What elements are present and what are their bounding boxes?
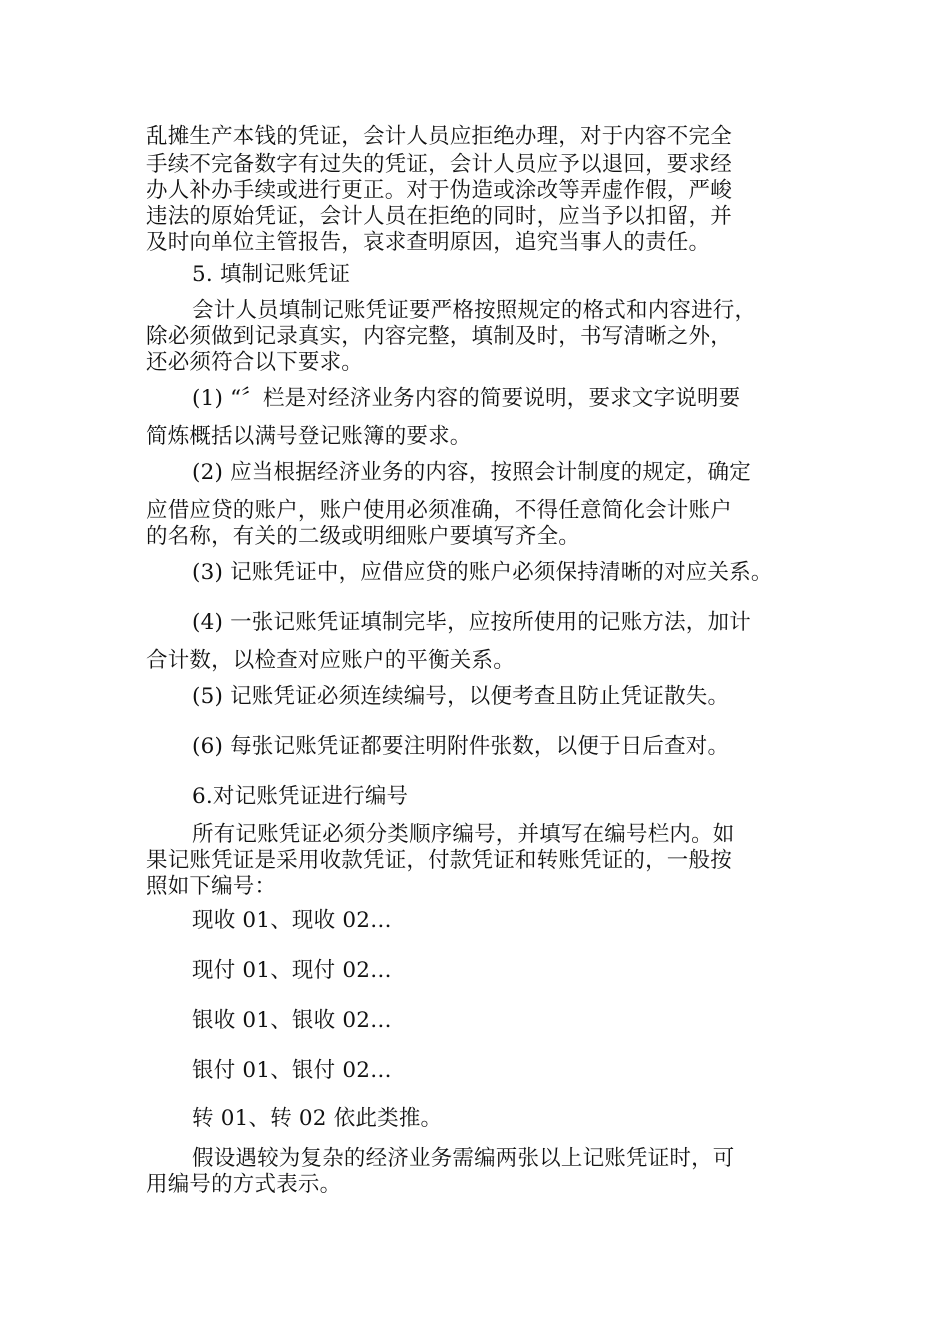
paragraph-line: 果记账凭证是采用收款凭证，付款凭证和转账凭证的，一般按	[146, 848, 732, 873]
paragraph-line: 假设遇较为复杂的经济业务需编两张以上记账凭证时，可	[192, 1146, 735, 1171]
list-item-line: (4) 一张记账凭证填制完毕，应按所使用的记账方法，加计	[192, 610, 751, 635]
numbering-example: 银收 01、银收 02…	[192, 1008, 392, 1033]
list-item-line: (6) 每张记账凭证都要注明附件张数，以便于日后查对。	[192, 734, 730, 759]
paragraph-line: 办人补办手续或进行更正。对于伪造或涂改等弄虚作假，严峻	[146, 178, 732, 203]
paragraph-line: 会计人员填制记账凭证要严格按照规定的格式和内容进行，	[192, 298, 757, 323]
list-item-line: 合计数，以检查对应账户的平衡关系。	[146, 648, 515, 673]
paragraph-line: 手续不完备数字有过失的凭证，会计人员应予以退回，要求经	[146, 152, 732, 177]
list-item-line: (1) “〞栏是对经济业务内容的简要说明，要求文字说明要	[192, 386, 741, 411]
paragraph-line: 及时向单位主管报告，哀求查明原因，追究当事人的责任。	[146, 230, 711, 255]
paragraph-line: 照如下编号：	[146, 874, 277, 899]
list-item-line: (2) 应当根据经济业务的内容，按照会计制度的规定，确定	[192, 460, 751, 485]
numbering-example: 银付 01、银付 02…	[192, 1058, 392, 1083]
list-item-line: 的名称，有关的二级或明细账户要填写齐全。	[146, 524, 581, 549]
list-item-line: (3) 记账凭证中，应借应贷的账户必须保持清晰的对应关系。	[192, 560, 773, 585]
numbering-example: 转 01、转 02 依此类推。	[192, 1106, 443, 1131]
paragraph-line: 所有记账凭证必须分类顺序编号，并填写在编号栏内。如	[192, 822, 735, 847]
list-item-line: (5) 记账凭证必须连续编号，以便考查且防止凭证散失。	[192, 684, 730, 709]
list-item-line: 应借应贷的账户，账户使用必须准确，不得任意简化会计账户	[146, 498, 732, 523]
paragraph-line: 用编号的方式表示。	[146, 1172, 342, 1197]
numbering-example: 现付 01、现付 02…	[192, 958, 392, 983]
list-item-line: 简炼概括以满号登记账簿的要求。	[146, 424, 472, 449]
paragraph-line: 除必须做到记录真实，内容完整，填制及时，书写清晰之外，	[146, 324, 732, 349]
paragraph-line: 违法的原始凭证，会计人员在拒绝的同时，应当予以扣留，并	[146, 204, 732, 229]
section-heading: 6.对记账凭证进行编号	[192, 784, 409, 809]
section-heading: 5. 填制记账凭证	[192, 262, 351, 287]
numbering-example: 现收 01、现收 02…	[192, 908, 392, 933]
paragraph-line: 乱摊生产本钱的凭证，会计人员应拒绝办理，对于内容不完全	[146, 124, 732, 149]
paragraph-line: 还必须符合以下要求。	[146, 350, 364, 375]
